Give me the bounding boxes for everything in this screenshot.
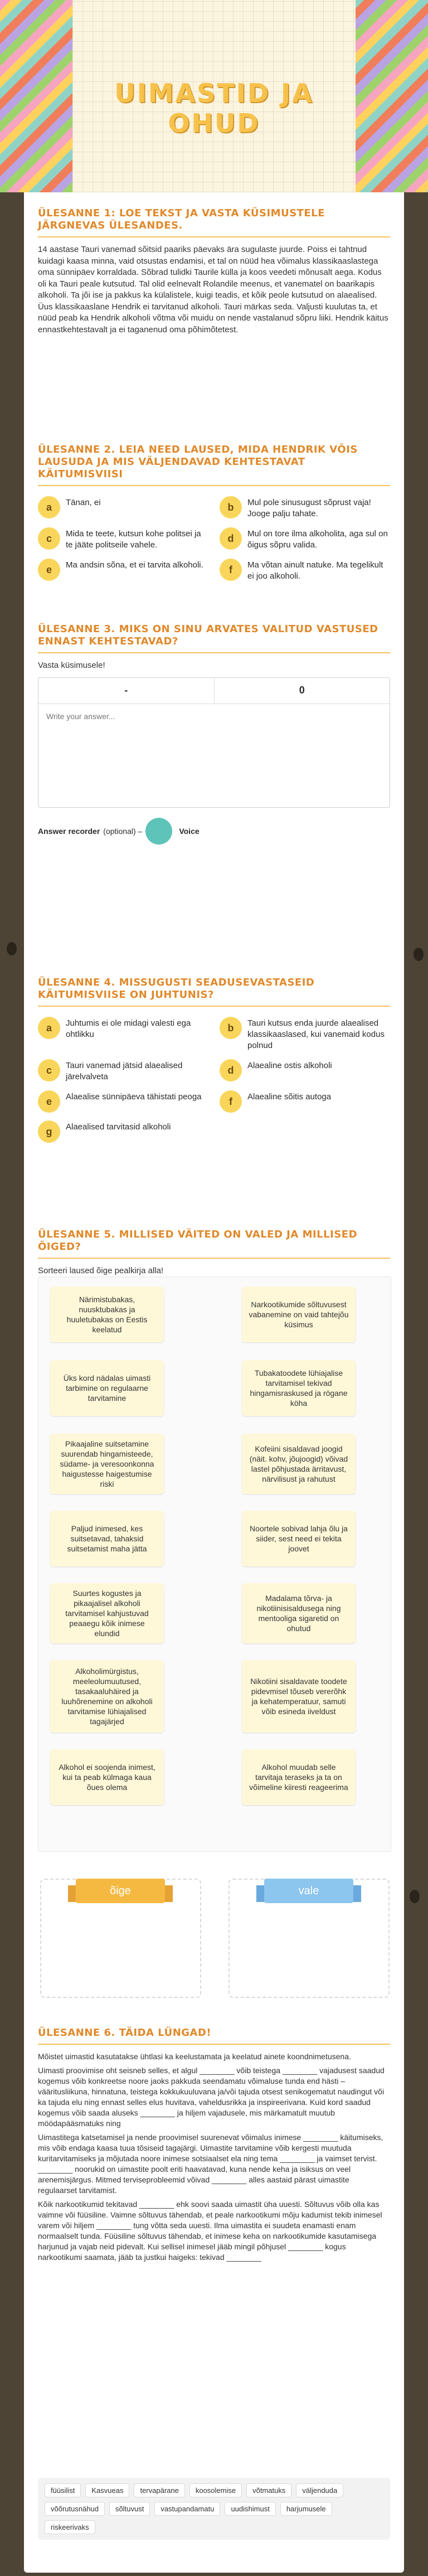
sortable-item[interactable]: Nikotiini sisaldavate toodete pidevmisel tõuseb vererõhk ja kehatemperatuur, samuti võib esineda iiveldust	[242, 1660, 356, 1733]
option-text: Alaealise sünnipäeva tähistati peoga	[66, 1092, 202, 1102]
task6-prompt: Mõistet uimastid kasutatakse ühtlasi ka keelustamata ja keelatud ainete koondnimetusena.	[38, 2052, 351, 2061]
option-badge: f	[220, 559, 242, 581]
background-knot	[7, 942, 17, 955]
task2-section	[38, 444, 390, 590]
task1-title: ÜLESANNE 1: LOE TEKST JA VASTA KÜSIMUSTELE JÄRGNEVAS ÜLESANDES.	[38, 207, 390, 237]
option-text: Alaealised tarvitasid alkoholi	[66, 1122, 171, 1132]
sortable-item[interactable]: Paljud inimesed, kes suitsetavad, tahaksid suitsetamist maha jätta	[50, 1511, 164, 1566]
answer-option[interactable]	[220, 1059, 390, 1083]
microphone-icon[interactable]	[145, 818, 172, 845]
option-text: Mul pole sinusugust sõprust vaja! Jooge palju tahate.	[247, 498, 371, 518]
sortable-item[interactable]: Madalama tõrva- ja nikotiinisisaldusega ning mentooliga sigaretid on ohutud	[242, 1583, 356, 1643]
sortable-item[interactable]: Kofeiini sisaldavad joogid (näit. kohv, jõujoogid) võivad lastel põhjustada ärritavust, närvilisust ja rahutust	[242, 1434, 356, 1494]
task1-text: 14 aastase Tauri vanemad sõitsid paariks päevaks ära sugulaste juurde. Poiss ei tahtnud kuidagi kaasa minna, vaid otsustas endamisi, et tal on nüüd hea võimalus klassikaaslastega oma sünnipäev korraldada. Sõbrad tulidki Taurile külla ja koos veedeti mõnusalt aega. Kodus oli ka Tauri peale kutsutud. Tal olid eelnevalt Rolandile meenus, et vanematel on baarikapis alkoholi. Ta jõi ise ja pakkus ka külalistele, kuigi teadis, et kõik peole kutsutud on alaealised. Üus klassikaaslane Hendrik ei tarvitanud alkoholi. Tauri märkas seda. Valjusti kuulutas ta, et nüüd peab ka Hendrik alkoholi võtma või muidu on nende vastalanud sõpru liiki. Hendrik käitus ennastkehtestavalt ja ei taganenud oma põhimõtetest.	[38, 245, 388, 334]
task6-title: ÜLESANNE 6. TÄIDA LÜNGAD!	[38, 2027, 390, 2045]
answer-option[interactable]	[220, 1090, 390, 1113]
task5-prompt: Sorteeri laused õige pealkirja alla!	[38, 1266, 164, 1275]
option-badge: d	[220, 527, 242, 550]
sortable-item[interactable]: Noortele sobivad lahja õlu ja siider, sest need ei tekita joovet	[242, 1511, 356, 1566]
answer-option[interactable]	[38, 1120, 208, 1143]
word-chip[interactable]: võõrutusnähud	[45, 2502, 105, 2516]
word-chip[interactable]: uudishimust	[225, 2502, 275, 2516]
answer-option[interactable]	[220, 1017, 390, 1051]
option-badge: g	[38, 1120, 60, 1143]
answer-recorder	[38, 818, 390, 845]
bin-wrong[interactable]	[228, 1879, 390, 1998]
sortable-item[interactable]: Alkohol ei soojenda inimest, kui ta peab külmaga kaua õues olema	[50, 1749, 164, 1805]
background-knot	[414, 948, 424, 961]
option-badge: c	[38, 527, 60, 550]
option-text: Tänan, ei	[66, 498, 101, 507]
word-chip[interactable]: vastupandamatu	[154, 2502, 220, 2516]
word-chip[interactable]: väljenduda	[296, 2483, 343, 2497]
answer-option[interactable]	[38, 1017, 208, 1051]
task4-title: ÜLESANNE 4. MISSUGUSTI SEADUSEVASTASEID KÄITUMISVIISE ON JUHTUNIS?	[38, 977, 390, 1007]
task3-prompt: Vasta küsimusele!	[38, 661, 105, 670]
task5-section	[38, 1229, 390, 1277]
task6-paragraph: Kõik narkootikumid tekitavad ________ ehk soovi saada uimastit üha uuesti. Sõltuvus võib olla kas vaimne või füüsiline. Vaimne sõltuvus tähendab, et peale narkootikumi mõju kadumist tekib inimesel varem või hiljem ________ tung võtta seda uuesti. Ilma uimastita ei suudeta enamasti enam normaalselt tunda. Füüsiline sõltuvus tähendab, et inimese keha on narkootikumide kasutamisega harjunud ja vajab neid pidevalt. Kui sellisel inimesel jääb mingil põhjusel ________ kogus narkootikumi saamata, jääb ta justkui haigeks: tekivad ________	[38, 2200, 382, 2262]
option-badge: b	[220, 1017, 242, 1039]
answer-textarea[interactable]	[38, 704, 390, 803]
word-chip[interactable]: sõltuvust	[109, 2502, 150, 2516]
option-badge: a	[38, 1017, 60, 1039]
word-chip[interactable]: riskeerivaks	[45, 2520, 95, 2534]
sortable-item[interactable]: Narkootikumide sõltuvusest vabanemine on vaid tahtejõu küsimus	[242, 1287, 356, 1342]
sortable-item[interactable]: Suurtes kogustes ja pikaajalisel alkoholi tarvitamisel kahjustuvad peaaegu kõik inimese elundid	[50, 1583, 164, 1643]
option-text: Ma võtan ainult natuke. Ma tegelikult ei joo alkoholi.	[247, 560, 383, 581]
task5-title: ÜLESANNE 5. MILLISED VÄITED ON VALED JA MILLISED ÕIGED?	[38, 1229, 390, 1259]
word-chip[interactable]: koosolemise	[189, 2483, 242, 2497]
task4-section	[38, 977, 390, 1151]
option-text: Mida te teete, kutsun kohe politsei ja te jääte politseile vahele.	[66, 529, 201, 550]
word-chip[interactable]: tervapärane	[134, 2483, 184, 2497]
toolbar-minus-button[interactable]: -	[124, 685, 128, 696]
bin-right-label: õige	[76, 1879, 165, 1903]
sortable-item[interactable]: Pikaajaline suitsetamine suurendab hingamisteede, südame- ja veresoonkonna haigustesse haigestumise riski	[50, 1434, 164, 1494]
task6-paragraph: Uimastitega katsetamisel ja nende proovimisel suurenevat võimalus inimese ________ käitumiseks, mis võib endaga kaasa tuua tõsiseid tagajärgi. Uimastite tarvitamine võib kergesti muutuda kuritarvitamiseks ja mõjutada noore inimese sotsiaalset ela ning tema ________ ja vaimset tervist. ________ noorukid on uimastite poolt eriti haavatavad, kuna nende keha ja isiksus on veel arenemisjärgus. Mitmed terviseprobleemid võivad ________ alles aastaid pärast uimastite regulaarset tarvitamist.	[38, 2133, 383, 2195]
background-knot	[410, 1890, 420, 1903]
option-badge: e	[38, 559, 60, 581]
sortable-item[interactable]: Alkohol muudab selle tarvitaja teraseks ja ta on võimeline kiiresti reageerima	[242, 1749, 356, 1805]
answer-option[interactable]	[38, 1059, 208, 1083]
sortable-item[interactable]: Närimistubakas, nuusktubakas ja huuletubakas on Eestis keelatud	[50, 1287, 164, 1342]
option-text: Mul on tore ilma alkoholita, aga sul on õigus sõpru valida.	[247, 529, 388, 550]
answer-option[interactable]	[220, 496, 390, 520]
editor-toolbar	[38, 678, 390, 704]
task1-section	[38, 207, 390, 336]
word-chip[interactable]: võtmatuks	[246, 2483, 291, 2497]
recorder-label: Answer recorder	[38, 826, 100, 836]
task3-title: ÜLESANNE 3. MIKS ON SINU ARVATES VALITUD VASTUSED ENNAST KEHTESTAVAD?	[38, 623, 390, 653]
answer-option[interactable]	[220, 527, 390, 551]
answer-option[interactable]	[38, 1090, 208, 1113]
voice-label: Voice	[179, 826, 200, 836]
task3-section	[38, 623, 390, 845]
sortable-item[interactable]: Alkoholimürgistus, meeleolumuutused, tasakaaluhäired ja luuhõrenemine on alkoholi tarvitamise lühiajalised tagajärjed	[50, 1660, 164, 1733]
page-title: UIMASTID JA OHUD	[114, 78, 314, 138]
option-badge: b	[220, 496, 242, 518]
bin-right[interactable]	[40, 1879, 201, 1998]
word-chip[interactable]: Kasvueas	[85, 2483, 129, 2497]
answer-option[interactable]	[38, 496, 208, 520]
option-badge: d	[220, 1059, 242, 1081]
option-badge: a	[38, 496, 60, 518]
answer-option[interactable]	[220, 559, 390, 582]
option-text: Tauri kutsus enda juurde alaealised klassikaaslased, kui vanemaid kodus polnud	[247, 1018, 385, 1050]
bin-wrong-label: vale	[264, 1879, 353, 1903]
option-text: Tauri vanemad jätsid alaealised järelvalveta	[66, 1061, 183, 1081]
answer-option[interactable]	[38, 527, 208, 551]
option-text: Alaealine ostis alkoholi	[247, 1061, 332, 1070]
toolbar-zero-button[interactable]: 0	[214, 678, 390, 704]
word-bank	[38, 2478, 390, 2540]
task6-section	[38, 2027, 390, 2263]
recorder-optional: (optional) –	[103, 826, 143, 836]
word-chip[interactable]: harjumusele	[280, 2502, 332, 2516]
sortable-item[interactable]: Tubakatoodete lühiajalise tarvitamisel tekivad hingamisraskused ja rögane köha	[242, 1360, 356, 1416]
task2-title: ÜLESANNE 2. LEIA NEED LAUSED, MIDA HENDRIK VÕIS LAUSUDA JA MIS VÄLJENDAVAD KEHTESTAVAT KÄITUMISVIISI	[38, 444, 390, 486]
option-text: Juhtumis ei ole midagi valesti ega ohtlikku	[66, 1018, 191, 1039]
answer-editor	[38, 677, 390, 808]
option-text: Ma andsin sõna, et ei tarvita alkoholi.	[66, 560, 203, 570]
option-badge: e	[38, 1090, 60, 1113]
option-badge: f	[220, 1090, 242, 1113]
sortable-item[interactable]: Üks kord nädalas uimasti tarbimine on regulaarne tarvitamine	[50, 1360, 164, 1416]
option-text: Alaealine sõitis autoga	[247, 1092, 332, 1102]
word-chip[interactable]: füüsilist	[45, 2483, 81, 2497]
option-badge: c	[38, 1059, 60, 1081]
answer-option[interactable]	[38, 559, 208, 582]
task6-paragraph: Uimasti proovimise oht seisneb selles, et algul ________ võib teistega ________ vajadusest saadud kogemus võib konkreetse noore jaoks pakkuda seendamatu võimaluse tunda end hästi – vääritusliikuna, hinnatuna, teistega kokkukuuluvana ja/või tajuda otsest senikogematut naudingut või ka tajuda elu ning ennast selles elus huvitava, vaheldusrikka ja inspireerivana. Kuid kord saadud kogemus võib saada aluseks ________ ja hiljem vajadusele, mis märkamatult muutub möödapääsmatuks ning	[38, 2066, 385, 2128]
